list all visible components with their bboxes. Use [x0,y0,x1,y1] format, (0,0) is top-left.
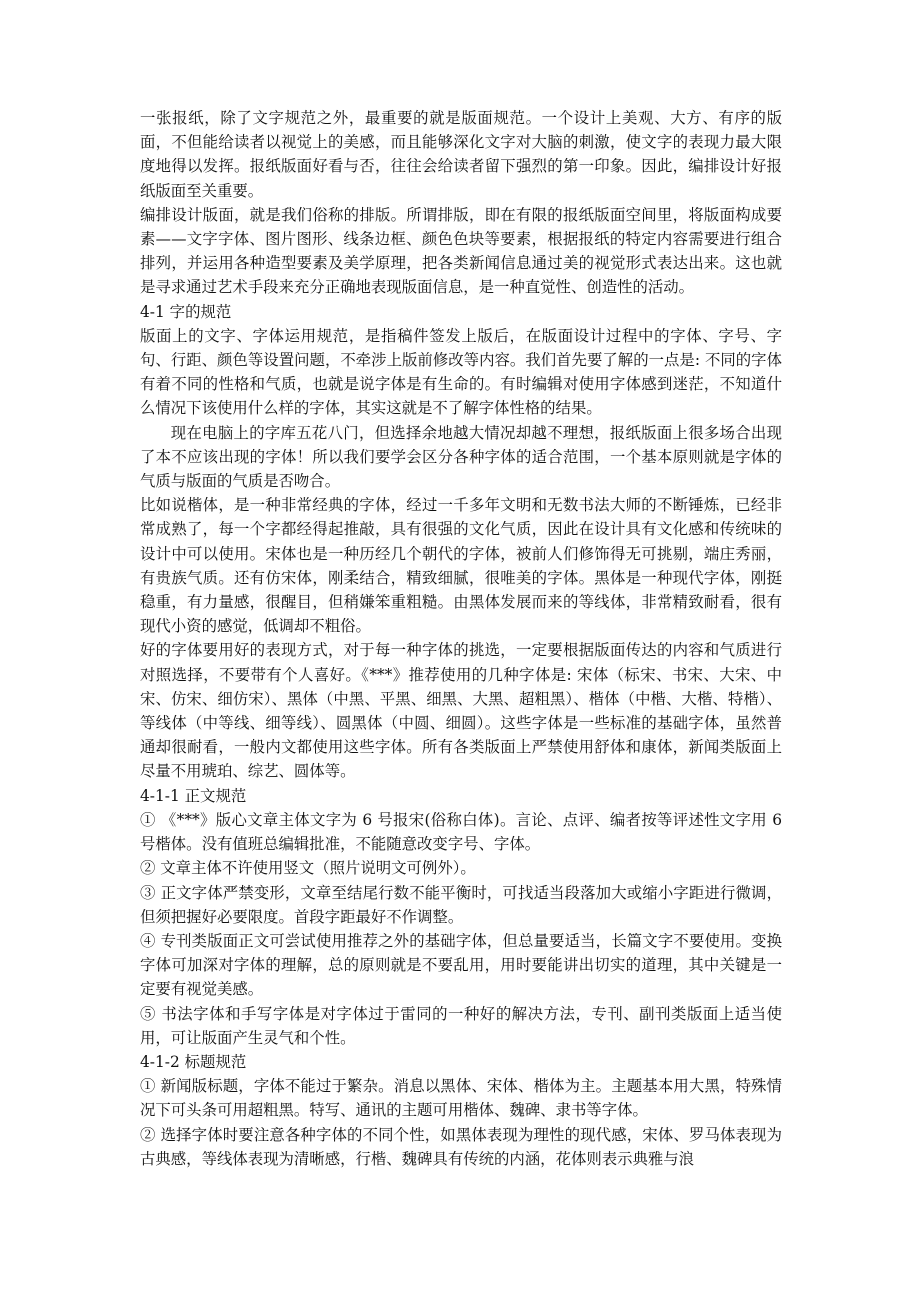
intro-paragraph: 一张报纸，除了文字规范之外，最重要的就是版面规范。一个设计上美观、大方、有序的版面，不但能给读者以视觉上的美感，而且能够深化文字对大脑的刺激，使文字的表现力最大限度地得以发挥。报纸版面好看与否，往往会给读者留下强烈的第一印象。因此，编排设计好报纸版面至关重要。 [140,109,782,200]
body-rule-2: ② 文章主体不许使用竖文（照片说明文可例外）。 [140,859,476,878]
font-usage-paragraph: 版面上的文字、字体运用规范，是指稿件签发上版后，在版面设计过程中的字体、字号、字句、行距、颜色等设置问题，不牵涉上版前修改等内容。我们首先要了解的一点是: 不同的字体有着不同的性格和气质，也就是说字体是有生命的。有时编辑对使用字体感到迷茫，不知道什么情况下该使用什么样的字体，其实这就是不了解字体性格的结果。 [140,326,782,418]
title-rule-2: ② 选择字体时要注意各种字体的不同个性，如黑体表现为理性的现代感，宋体、罗马体表现为古典感，等线体表现为清晰感，行楷、魏碑具有传统的内涵，花体则表示典雅与浪 [140,1125,782,1168]
font-library-paragraph: 现在电脑上的字库五花八门，但选择余地越大情况却越不理想，报纸版面上很多场合出现了本不应该出现的字体！所以我们要学会区分各种字体的适合范围，一个基本原则就是字体的气质与版面的气质是否吻合。 [140,423,782,491]
body-rule-5: ⑤ 书法字体和手写字体是对字体过于雷同的一种好的解决方法，专刊、副刊类版面上适当使用，可让版面产生灵气和个性。 [140,1004,782,1047]
body-rule-4: ④ 专刊类版面正文可尝试使用推荐之外的基础字体，但总量要适当，长篇文字不要使用。变换字体可加深对字体的理解，总的原则就是不要乱用，用时要能讲出切实的道理，其中关键是一定要有视觉美感。 [140,931,782,999]
section-heading-4-1-2: 4-1-2 标题规范 [140,1052,247,1071]
section-heading-4-1: 4-1 字的规范 [140,302,232,321]
recommended-fonts-paragraph: 好的字体要用好的表现方式，对于每一种字体的挑选，一定要根据版面传达的内容和气质进行对照选择，不要带有个人喜好。《***》推荐使用的几种字体是: 宋体（标宋、书宋、大宋、中宋、仿宋、细仿宋）、黑体（中黑、平黑、细黑、大黑、超粗黑）、楷体（中楷、大楷、特楷）、等线体（中等线、细等线）、圆黑体（中圆、细圆）。这些字体是一些标准的基础字体，虽然普通却很耐看，一般内文都使用这些字体。所有各类版面上严禁使用舒体和康体，新闻类版面上尽量不用琥珀、综艺、圆体等。 [140,641,782,781]
body-rule-3: ③ 正文字体严禁变形，文章至结尾行数不能平衡时，可找适当段落加大或缩小字距进行微调，但须把握好必要限度。首段字距最好不作调整。 [140,883,782,926]
body-rule-1: ① 《***》版心文章主体文字为 6 号报宋(俗称白体)。言论、点评、编者按等评述性文字用 6 号楷体。没有值班总编辑批准，不能随意改变字号、字体。 [140,810,782,854]
title-rule-1: ① 新闻版标题，字体不能过于繁杂。消息以黑体、宋体、楷体为主。主题基本用大黑，特殊情况下可头条可用超粗黑。特写、通讯的主题可用楷体、魏碑、隶书等字体。 [140,1077,782,1120]
document-page [140,106,782,1171]
section-heading-4-1-1: 4-1-1 正文规范 [140,786,247,805]
layout-definition-paragraph: 编排设计版面，就是我们俗称的排版。所谓排版，即在有限的报纸版面空间里，将版面构成要素——文字字体、图片图形、线条边框、颜色色块等要素，根据报纸的特定内容需要进行组合排列，并运用各种造型要素及美学原理，把各类新闻信息通过美的视觉形式表达出来。这也就是寻求通过艺术手段来充分正确地表现版面信息，是一种直觉性、创造性的活动。 [140,205,782,297]
font-character-paragraph: 比如说楷体，是一种非常经典的字体，经过一千多年文明和无数书法大师的不断锤炼，已经非常成熟了，每一个字都经得起推敲，具有很强的文化气质，因此在设计具有文化感和传统味的设计中可以使用。宋体也是一种历经几个朝代的字体，被前人们修饰得无可挑剔，端庄秀丽，有贵族气质。还有仿宋体，刚柔结合，精致细腻，很唯美的字体。黑体是一种现代字体，刚挺稳重，有力量感，很醒目，但稍嫌笨重粗糙。由黑体发展而来的等线体，非常精致耐看，很有现代小资的感觉，低调却不粗俗。 [140,496,782,636]
